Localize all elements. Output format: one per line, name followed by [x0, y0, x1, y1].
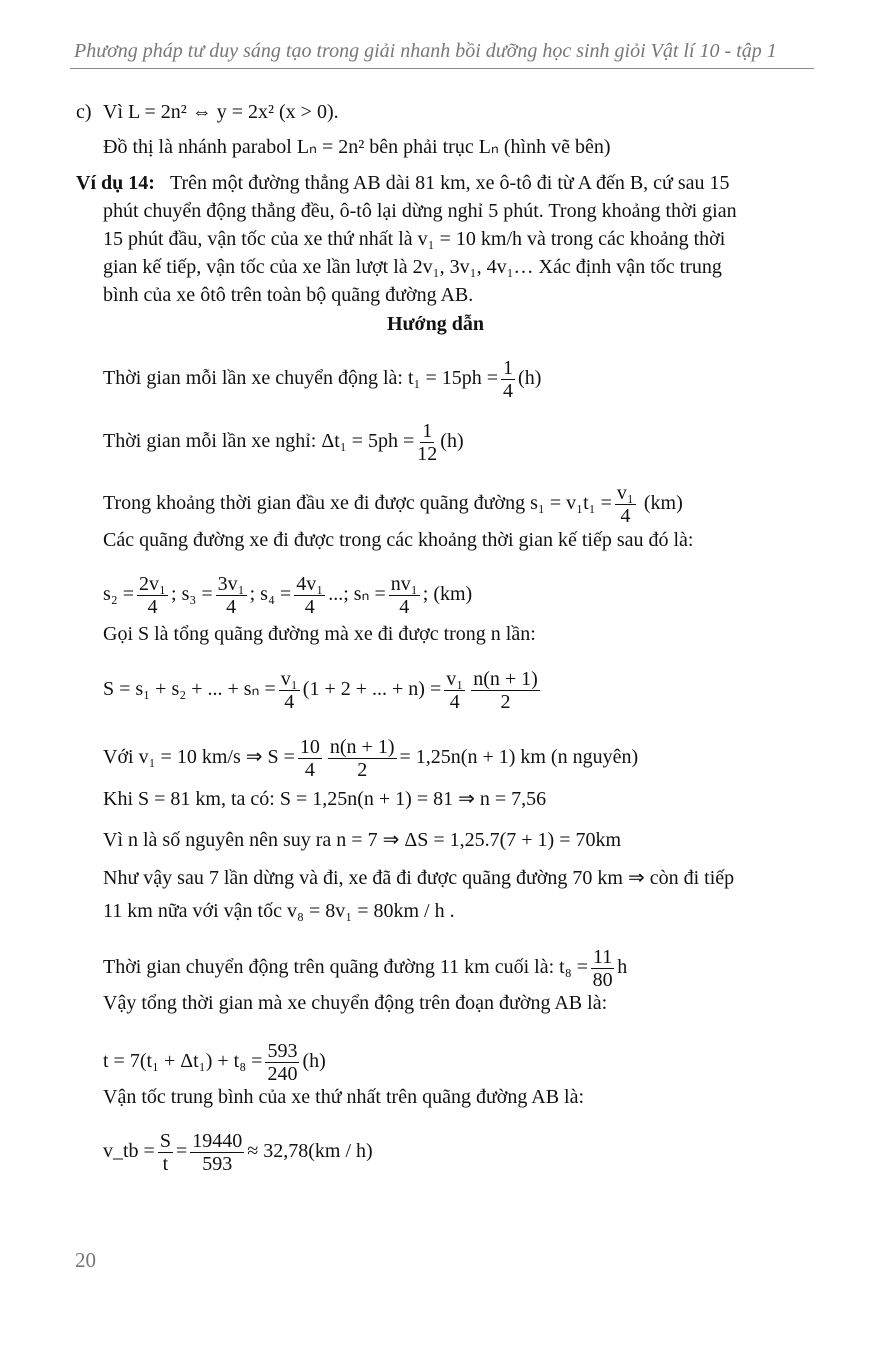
solution-line-9: Khi S = 81 km, ta có: S = 1,25n(n + 1) = 81 ⇒ n = 7,56 [103, 788, 547, 810]
part-c-label: c) [76, 101, 92, 123]
example-line: 15 phút đầu, vận tốc của xe thứ nhất là v₁ = 10 km/h và trong các khoảng thời [103, 228, 726, 250]
part-c-line1: Vì L = 2n² ⇔ y = 2x² (x > 0). [103, 101, 339, 123]
solution-line-2: Thời gian mỗi lần xe nghỉ: Δt₁ = 5ph = $\frac{1}{12}$ (h) [103, 420, 464, 465]
solution-line-10: Vì n là số nguyên nên suy ra n = 7 ⇒ ΔS = 1,25.7(7 + 1) = 70km [103, 829, 622, 851]
solution-line-6: Gọi S là tổng quãng đường mà xe đi được trong n lần: [103, 623, 536, 645]
solution-line-3: Trong khoảng thời gian đầu xe đi được quãng đường s₁ = v₁t₁ = $\frac{\text{v₁}}{4}$ (km) [103, 482, 683, 527]
solution-line-15: t = 7(t₁ + Δt₁) + t₈ = $\frac{593}{240}$ (h) [103, 1040, 326, 1085]
solution-line-16: Vận tốc trung bình của xe thứ nhất trên quãng đường AB là: [103, 1086, 585, 1108]
running-header: Phương pháp tư duy sáng tạo trong giải nhanh bồi dưỡng học sinh giỏi Vật lí 10 - tập 1 [74, 40, 777, 62]
example-label: Ví dụ 14: [76, 172, 155, 194]
example-line: phút chuyển động thẳng đều, ô-tô lại dừng nghỉ 5 phút. Trong khoảng thời gian [103, 200, 737, 222]
example-line: bình của xe ôtô trên toàn bộ quãng đường AB. [103, 284, 474, 306]
part-c-line2: Đồ thị là nhánh parabol Lₙ = 2n² bên phải trục Lₙ (hình vẽ bên) [103, 136, 611, 158]
solution-line-12: 11 km nữa với vận tốc v₈ = 8v₁ = 80km / h . [103, 900, 455, 922]
solution-line-11: Như vậy sau 7 lần dừng và đi, xe đã đi được quãng đường 70 km ⇒ còn đi tiếp [103, 867, 735, 889]
guide-title: Hướng dẫn [387, 313, 485, 335]
solution-line-13: Thời gian chuyển động trên quãng đường 11 km cuối là: t₈ = $\frac{11}{80}$ h [103, 946, 628, 991]
example-line: gian kế tiếp, vận tốc của xe lần lượt là 2v₁, 3v₁, 4v₁… Xác định vận tốc trung [103, 256, 722, 278]
example-line: Trên một đường thẳng AB dài 81 km, xe ô-tô đi từ A đến B, cứ sau 15 [170, 172, 730, 194]
solution-line-5: s₂ = $\frac{\text{2v₁}}{4}$ ; s₃ = $\frac{\text{3v₁}}{4}$ ; s₄ = $\frac{\text{4v₁}}{4}$ ...; sₙ = $\frac{\text{nv₁}}{4}$ ; (km) [103, 573, 473, 618]
solution-line-4: Các quãng đường xe đi được trong các khoảng thời gian kế tiếp sau đó là: [103, 529, 694, 551]
solution-line-14: Vậy tổng thời gian mà xe chuyển động trên đoạn đường AB là: [103, 992, 608, 1014]
solution-line-17: v_tb = $\frac{S}{t}$ = $\frac{19440}{593}$ ≈ 32,78(km / h) [103, 1130, 373, 1175]
page-number: 20 [75, 1248, 96, 1272]
header-rule [70, 68, 814, 69]
solution-line-1: Thời gian mỗi lần xe chuyển động là: t₁ = 15ph = $\frac{1}{4}$ (h) [103, 357, 542, 402]
solution-line-7: S = s₁ + s₂ + ... + sₙ = $\frac{\text{v₁}}{4}$ (1 + 2 + ... + n) = $\frac{\text{v₁}}{4}$ $\frac{n(n + 1)}{2}$ [103, 668, 538, 713]
solution-line-8: Với v₁ = 10 km/s ⇒ S = $\frac{10}{4}$ $\frac{n(n + 1)}{2}$ = 1,25n(n + 1) km (n nguyên) [103, 736, 639, 781]
